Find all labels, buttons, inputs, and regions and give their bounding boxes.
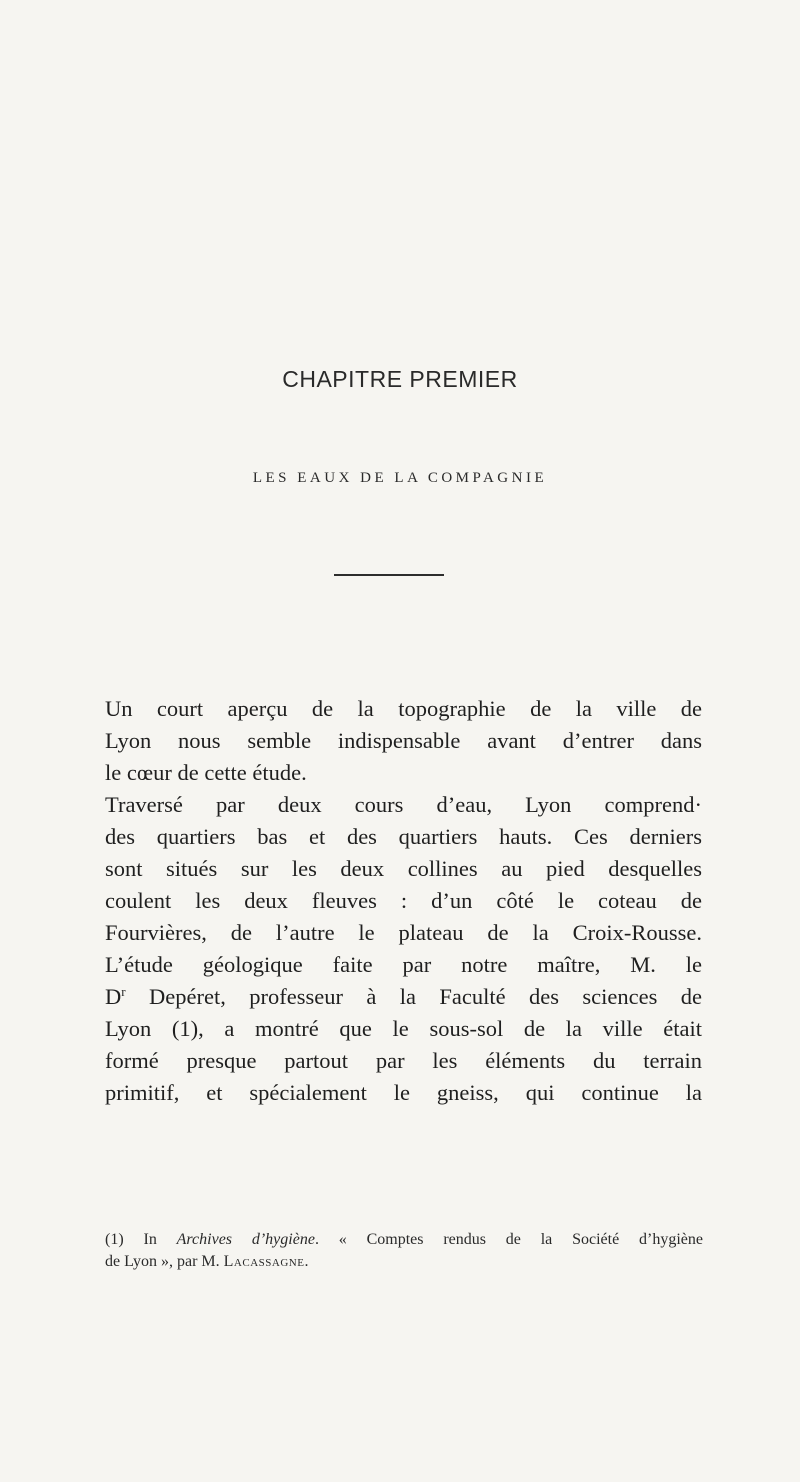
text-line: Un court aperçu de la topographie de la ville de xyxy=(105,696,702,721)
text-line: formé presque partout par les éléments du terrain xyxy=(105,1048,702,1073)
doctor-abbrev-sup: r xyxy=(121,984,126,999)
text-line: sont situés sur les deux collines au pied desquelles xyxy=(105,856,702,881)
footnote-journal: Archives d’hygiène xyxy=(176,1231,315,1248)
body-text xyxy=(105,693,702,1109)
text-line-doctor xyxy=(105,981,702,1013)
footnote-line2-suffix: . xyxy=(304,1253,309,1270)
footnote-author: Lacassagne xyxy=(223,1253,305,1270)
footnote-middle: . « Comptes rendus de la Société d’hygiène xyxy=(314,1231,703,1248)
text-line: Lyon nous semble indispensable avant d’entrer dans xyxy=(105,728,702,753)
footnote-line xyxy=(105,1251,703,1273)
text-line: Lyon (1), a montré que le sous-sol de la ville était xyxy=(105,1016,702,1041)
footnote-line xyxy=(105,1229,703,1251)
footnote-prefix: (1) In xyxy=(105,1231,177,1248)
text-line: primitif, et spécialement le gneiss, qui continue la xyxy=(105,1080,702,1105)
text-line: des quartiers bas et des quartiers hauts. Ces derniers xyxy=(105,824,702,849)
footnote xyxy=(105,1229,703,1273)
section-divider xyxy=(334,574,444,576)
footnote-line2-prefix: de Lyon », par M. xyxy=(105,1253,224,1270)
chapter-title: CHAPITRE PREMIER xyxy=(282,366,518,392)
text-line: coulent les deux fleuves : d’un côté le coteau de xyxy=(105,888,702,913)
text-line: L’étude géologique faite par notre maître, M. le xyxy=(105,952,702,977)
text-line: Traversé par deux cours d’eau, Lyon comprend· xyxy=(105,792,702,817)
doctor-line-rest: Depéret, professeur à la Faculté des sciences de xyxy=(125,984,702,1009)
text-line: le cœur de cette étude. xyxy=(105,760,307,785)
text-line: Fourvières, de l’autre le plateau de la Croix-Rousse. xyxy=(105,920,702,945)
chapter-subtitle: LES EAUX DE LA COMPAGNIE xyxy=(252,470,548,486)
doctor-abbrev: D xyxy=(105,984,122,1009)
